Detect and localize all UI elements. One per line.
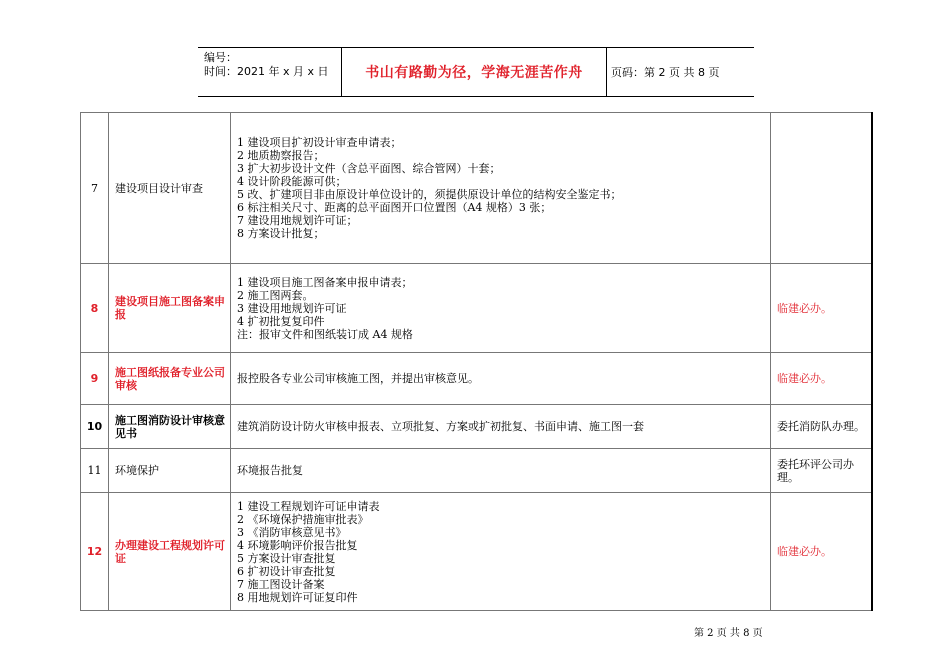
material-item: 6 标注相关尺寸、距离的总平面图开口位置图（A4 规格）3 张； <box>237 201 552 214</box>
material-item: 4 扩初批复复印件 <box>237 314 325 328</box>
material-item: 6 扩初设计审查批复 <box>237 564 336 578</box>
row-materials <box>231 113 771 264</box>
row-name: 建设项目设计审查 <box>109 113 231 264</box>
table-row <box>81 449 872 493</box>
row-name: 施工图纸报备专业公司审核 <box>109 353 231 405</box>
material-item: 注：报审文件和图纸装订成 A4 规格 <box>237 327 413 341</box>
material-item: 建筑消防设计防火审核申报表、立项批复、方案或扩初批复、书面申请、施工图一套 <box>237 420 644 433</box>
row-materials <box>231 405 771 449</box>
table-row <box>81 353 872 405</box>
material-item: 4 环境影响评价报告批复 <box>237 538 358 552</box>
page-footer: 第 2 页 共 8 页 <box>694 628 763 639</box>
row-note <box>771 113 872 264</box>
row-note: 临建必办。 <box>771 493 872 611</box>
material-item: 5 方案设计审查批复 <box>237 551 336 565</box>
material-item: 2 地质勘察报告； <box>237 149 325 162</box>
row-number: 7 <box>81 113 109 264</box>
row-number: 12 <box>81 493 109 611</box>
row-number: 10 <box>81 405 109 449</box>
row-number: 9 <box>81 353 109 405</box>
row-note: 临建必办。 <box>771 353 872 405</box>
row-name: 办理建设工程规划许可证 <box>109 493 231 611</box>
material-item: 5 改、扩建项目非由原设计单位设计的，须提供原设计单位的结构安全鉴定书； <box>237 188 622 201</box>
material-item: 8 方案设计批复； <box>237 227 325 240</box>
number-label: 编号： <box>204 51 237 64</box>
row-materials <box>231 493 771 611</box>
row-name: 环境保护 <box>109 449 231 493</box>
material-item: 7 建设用地规划许可证； <box>237 214 358 227</box>
material-item: 3 扩大初步设计文件（含总平面图、综合管网）十套； <box>237 162 501 175</box>
material-item: 3 建设用地规划许可证 <box>237 301 347 315</box>
material-item: 8 用地规划许可证复印件 <box>237 590 358 604</box>
row-materials <box>231 449 771 493</box>
procedure-table-body <box>81 113 872 611</box>
row-name: 建设项目施工图备案申报 <box>109 264 231 353</box>
row-materials <box>231 353 771 405</box>
material-item: 3 《消防审核意见书》 <box>237 525 347 539</box>
row-name: 施工图消防设计审核意见书 <box>109 405 231 449</box>
table-row <box>81 113 872 264</box>
header-meta <box>198 48 341 96</box>
material-item: 1 建设项目施工图备案申报申请表； <box>237 275 413 289</box>
material-item: 7 施工图设计备案 <box>237 577 325 591</box>
row-note: 委托消防队办理。 <box>771 405 872 449</box>
procedure-table <box>80 112 873 611</box>
table-row <box>81 405 872 449</box>
header-page-code: 页码：第 2 页 共 8 页 <box>611 66 720 79</box>
material-item: 2 施工图两套。 <box>237 288 314 302</box>
time-label: 时间：2021 年 x 月 x 日 <box>204 65 329 78</box>
table-row <box>81 264 872 353</box>
material-item: 报控股各专业公司审核施工图，并提出审核意见。 <box>237 372 479 385</box>
row-number: 11 <box>81 449 109 493</box>
row-note: 委托环评公司办理。 <box>771 449 872 493</box>
material-item: 环境报告批复 <box>237 464 303 477</box>
material-item: 4 设计阶段能源可供； <box>237 175 347 188</box>
material-item: 2 《环境保护措施审批表》 <box>237 512 369 526</box>
material-item: 1 建设工程规划许可证申请表 <box>237 499 380 513</box>
material-item: 1 建设项目扩初设计审查申请表； <box>237 136 402 149</box>
header-motto: 书山有路勤为径，学海无涯苦作舟 <box>365 65 583 81</box>
row-materials <box>231 264 771 353</box>
row-note: 临建必办。 <box>771 264 872 353</box>
page-header <box>198 47 754 97</box>
table-row <box>81 493 872 611</box>
row-number: 8 <box>81 264 109 353</box>
